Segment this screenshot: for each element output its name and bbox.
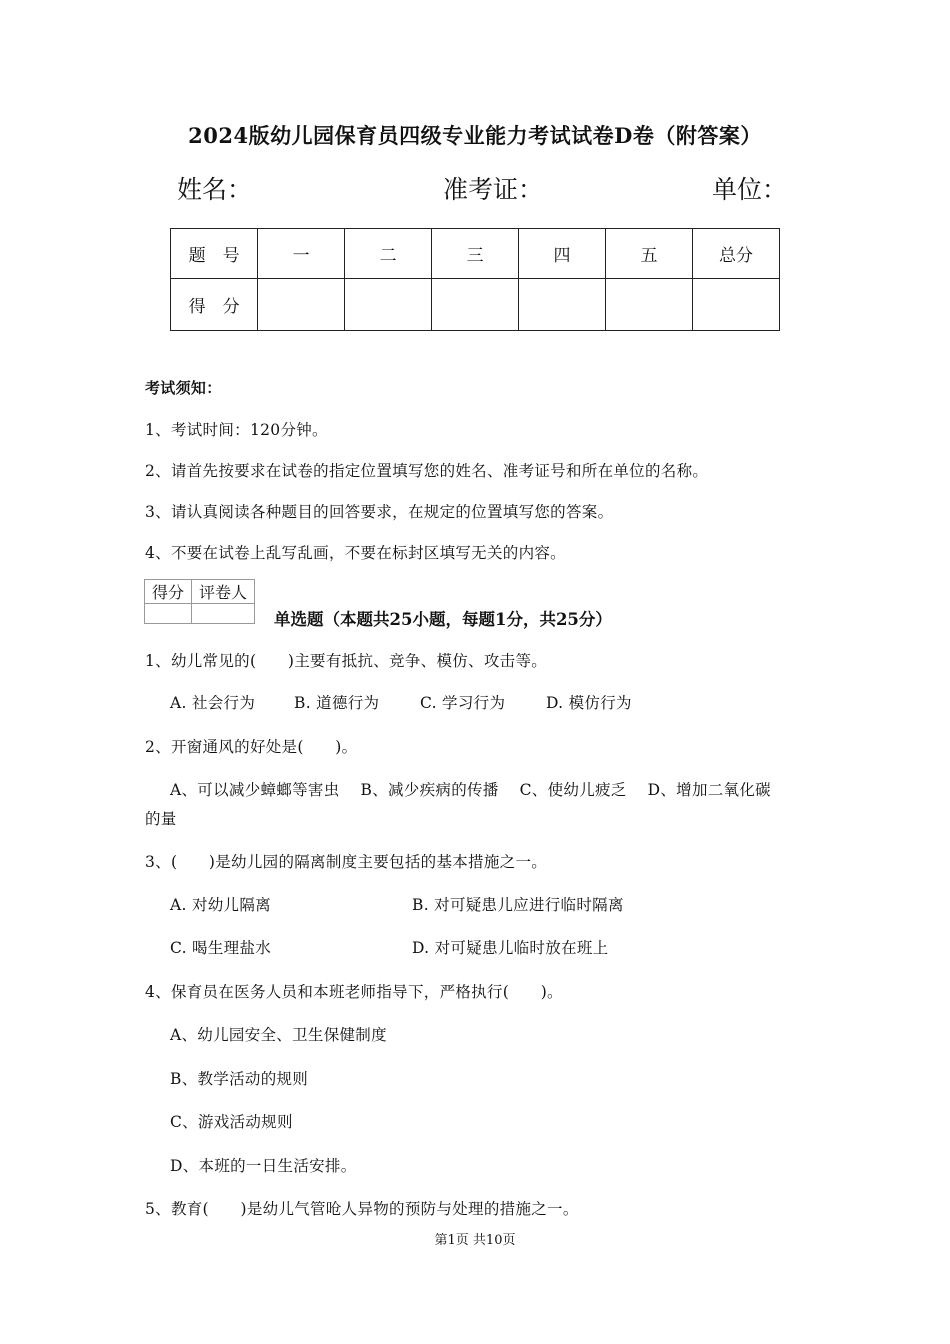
score-cell-2[interactable] (345, 279, 432, 331)
grader-box-grader-cell[interactable] (192, 604, 255, 624)
question-option[interactable]: B. 道德行为 (294, 694, 380, 712)
question-option[interactable]: A、幼儿园安全、卫生保健制度 (170, 1026, 387, 1044)
instruction-item: 3、请认真阅读各种题目的回答要求，在规定的位置填写您的答案。 (145, 503, 614, 521)
unit-field-label: 单位： (712, 175, 788, 204)
name-field-label: 姓名： (177, 175, 253, 204)
question-option[interactable]: C、游戏活动规则 (170, 1113, 293, 1131)
page-footer: 第1页 共10页 (434, 1233, 516, 1248)
score-cell-5[interactable] (606, 279, 693, 331)
exam-title: 2024版幼儿园保育员四级专业能力考试试卷D卷（附答案） (188, 123, 762, 148)
score-table-header-cell: 三 (432, 229, 519, 279)
score-table-header-cell: 五 (606, 229, 693, 279)
score-table-header-cell: 一 (258, 229, 345, 279)
grader-box-grader-label: 评卷人 (192, 580, 255, 604)
score-table (170, 228, 780, 331)
score-table-header-cell: 总分 (692, 229, 779, 279)
score-cell-total[interactable] (692, 279, 779, 331)
question-option[interactable]: D. 模仿行为 (546, 694, 632, 712)
question-option[interactable]: B. 对可疑患儿应进行临时隔离 (412, 896, 624, 914)
question-options-line[interactable]: A、可以减少蟑螂等害虫 B、减少疾病的传播 C、使幼儿疲乏 D、增加二氧化碳 (170, 781, 771, 799)
score-cell-4[interactable] (519, 279, 606, 331)
instruction-item: 4、不要在试卷上乱写乱画，不要在标封区填写无关的内容。 (145, 544, 566, 562)
grader-box-score-label: 得分 (145, 580, 192, 604)
question-option[interactable]: C. 喝生理盐水 (170, 939, 272, 957)
instruction-item: 2、请首先按要求在试卷的指定位置填写您的姓名、准考证号和所在单位的名称。 (145, 462, 709, 480)
instruction-item: 1、考试时间：120分钟。 (145, 421, 328, 439)
question-option[interactable]: D、本班的一日生活安排。 (170, 1157, 357, 1175)
question-option[interactable]: D. 对可疑患儿临时放在班上 (412, 939, 609, 957)
section-title: 单选题（本题共25小题，每题1分，共25分） (274, 610, 612, 629)
score-table-header-row (171, 229, 780, 279)
grader-box-score-cell[interactable] (145, 604, 192, 624)
score-table-score-row (171, 279, 780, 331)
question-stem: 5、教育( )是幼儿气管呛人异物的预防与处理的措施之一。 (145, 1200, 579, 1218)
question-option[interactable]: A. 社会行为 (170, 694, 256, 712)
question-stem: 4、保育员在医务人员和本班老师指导下，严格执行( )。 (145, 983, 563, 1001)
question-options-line[interactable]: 的量 (145, 810, 177, 828)
instructions-heading: 考试须知： (145, 379, 222, 397)
exam-id-field-label: 准考证： (443, 175, 544, 204)
question-stem: 2、开窗通风的好处是( )。 (145, 738, 358, 756)
question-option[interactable]: B、教学活动的规则 (170, 1070, 309, 1088)
score-table-header-cell: 题 号 (171, 229, 258, 279)
grader-box (144, 579, 255, 624)
score-cell-1[interactable] (258, 279, 345, 331)
score-table-header-cell: 四 (519, 229, 606, 279)
question-stem: 1、幼儿常见的( )主要有抵抗、竞争、模仿、攻击等。 (145, 652, 548, 670)
score-table-row-label: 得 分 (171, 279, 258, 331)
score-table-header-cell: 二 (345, 229, 432, 279)
score-cell-3[interactable] (432, 279, 519, 331)
question-option[interactable]: C. 学习行为 (420, 694, 506, 712)
question-option[interactable]: A. 对幼儿隔离 (170, 896, 271, 914)
question-stem: 3、( )是幼儿园的隔离制度主要包括的基本措施之一。 (145, 853, 548, 871)
